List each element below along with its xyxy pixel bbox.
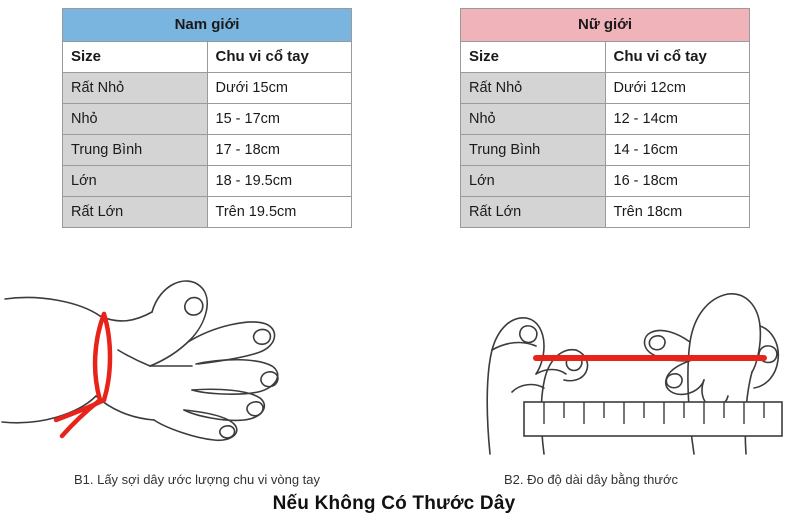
column-header-size: Size <box>461 42 606 73</box>
cell-size-value: 12 - 14cm <box>605 104 750 135</box>
column-header-circumference: Chu vi cổ tay <box>605 42 750 73</box>
cell-size-value: Dưới 15cm <box>207 73 352 104</box>
cell-size-label: Trung Bình <box>63 135 208 166</box>
table-row <box>63 73 352 104</box>
cell-size-value: 17 - 18cm <box>207 135 352 166</box>
table-row <box>63 197 352 228</box>
cell-size-value: Trên 19.5cm <box>207 197 352 228</box>
cell-size-label: Rất Nhỏ <box>461 73 606 104</box>
table-header-row <box>461 42 750 73</box>
illustration-step-1 <box>0 254 394 487</box>
table-row <box>63 135 352 166</box>
cell-size-value: 14 - 16cm <box>605 135 750 166</box>
column-header-size: Size <box>63 42 208 73</box>
table-row <box>461 73 750 104</box>
table-title-female: Nữ giới <box>461 9 750 42</box>
cell-size-value: Dưới 12cm <box>605 73 750 104</box>
cell-size-value: 18 - 19.5cm <box>207 166 352 197</box>
cell-size-label: Lớn <box>461 166 606 197</box>
cell-size-value: 16 - 18cm <box>605 166 750 197</box>
cell-size-label: Lớn <box>63 166 208 197</box>
table-header-row <box>63 42 352 73</box>
table-row <box>461 197 750 228</box>
cell-size-value: 15 - 17cm <box>207 104 352 135</box>
cell-size-value: Trên 18cm <box>605 197 750 228</box>
table-title-row <box>63 9 352 42</box>
table-row <box>63 166 352 197</box>
cell-size-label: Rất Lớn <box>63 197 208 228</box>
cell-size-label: Nhỏ <box>63 104 208 135</box>
illustration-caption-step-1: B1. Lấy sợi dây ước lượng chu vi vòng tay <box>73 472 321 487</box>
cell-size-label: Nhỏ <box>461 104 606 135</box>
cell-size-label: Rất Nhỏ <box>63 73 208 104</box>
hand-with-string-icon <box>0 254 394 469</box>
table-title-row <box>461 9 750 42</box>
table-title-male: Nam giới <box>63 9 352 42</box>
cell-size-label: Trung Bình <box>461 135 606 166</box>
size-table-female <box>460 8 750 228</box>
column-header-circumference: Chu vi cổ tay <box>207 42 352 73</box>
size-tables-container <box>0 0 788 228</box>
footer-note: Nếu Không Có Thước Dây <box>272 493 516 514</box>
table-row <box>461 104 750 135</box>
cell-size-label: Rất Lớn <box>461 197 606 228</box>
hand-with-ruler-icon <box>394 254 788 469</box>
illustration-step-2 <box>394 254 788 487</box>
size-table-male <box>62 8 352 228</box>
illustrations-container <box>0 254 788 487</box>
illustration-caption-step-2: B2. Đo độ dài dây bằng thước <box>503 472 679 487</box>
table-row <box>461 135 750 166</box>
table-row <box>461 166 750 197</box>
table-row <box>63 104 352 135</box>
